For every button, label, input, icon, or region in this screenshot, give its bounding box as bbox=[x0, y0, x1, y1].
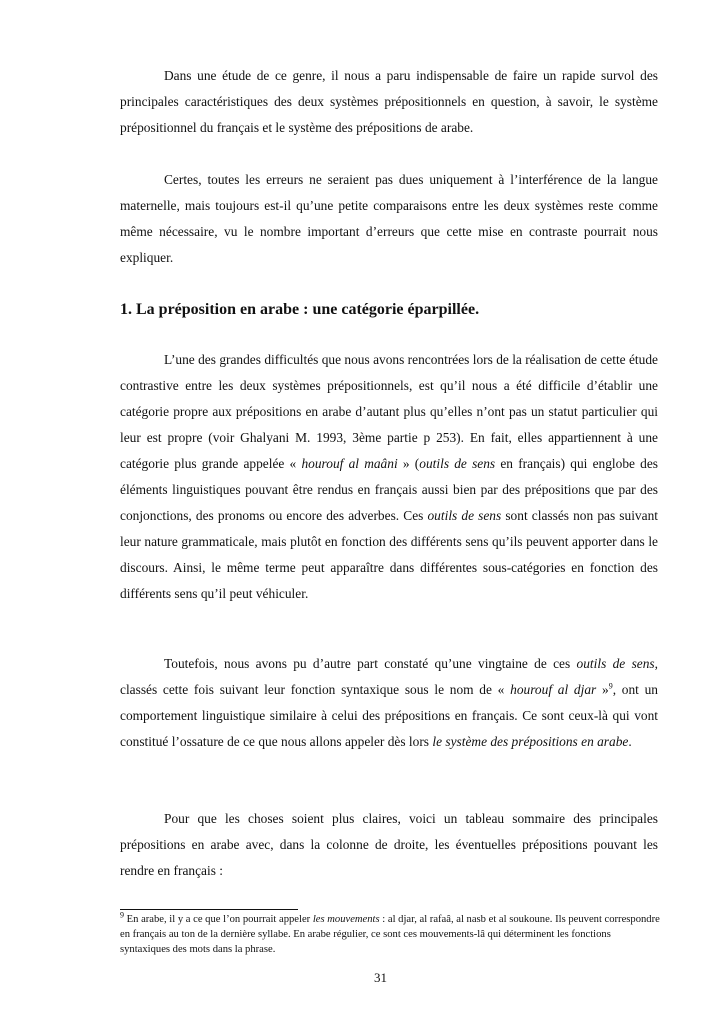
paragraph-hourouf-al-djar bbox=[120, 651, 658, 755]
text-run: , classés cette fois suivant leur fonction syntaxique sous le nom de « bbox=[120, 656, 658, 697]
italic-term: outils de sens bbox=[427, 508, 502, 523]
italic-term: hourouf al djar bbox=[510, 682, 597, 697]
footnote bbox=[120, 912, 660, 957]
section-heading: 1. La préposition en arabe : une catégorie éparpillée. bbox=[120, 301, 480, 318]
footnote-reference: 9 bbox=[608, 681, 613, 691]
italic-term: les mouvements bbox=[312, 914, 380, 925]
text-run: » bbox=[596, 682, 609, 697]
paragraph-category bbox=[120, 347, 658, 607]
footnote-divider bbox=[120, 909, 298, 910]
text-run: . bbox=[628, 734, 632, 749]
text-run: : al djar, al rafaâ, al nasb et al soukoune. Ils peuvent correspondre en français au ton de la dernière syllabe. En arabe régulier, ce sont ces mouvements-lâ qui déterminent les fonctions syntaxiques des mots dans la phrase. bbox=[120, 914, 660, 955]
italic-term: hourouf al maâni bbox=[301, 456, 398, 471]
text-run: Toutefois, nous avons pu d’autre part constaté qu’une vingtaine de ces bbox=[164, 656, 577, 671]
page-number: 31 bbox=[374, 970, 387, 985]
italic-term: outils de sens bbox=[419, 456, 496, 471]
footnote-number: 9 bbox=[120, 910, 124, 920]
paragraph-table-intro: Pour que les choses soient plus claires, voici un tableau sommaire des principales prépositions en arabe avec, dans la colonne de droite, les éventuelles prépositions pouvant les rendre en français : bbox=[120, 811, 658, 878]
text-run: En arabe, il y a ce que l’on pourrait appeler bbox=[124, 914, 313, 925]
text-run: sont classés non pas suivant leur nature grammaticale, mais plutôt en fonction des différents sens qu’ils peuvent apporter dans le discours. Ainsi, le même terme peut apparaître dans différentes sous-catégories en fonction des différents sens qu’il peut véhiculer. bbox=[120, 508, 658, 601]
text-run: L’une des grandes difficultés que nous avons rencontrées lors de la réalisation de cette étude contrastive entre les deux systèmes prépositionnels, est qu’il nous a été difficile d’établir une catégorie propre aux prépositions en arabe d’autant plus qu’elles n’ont pas un statut particulier qui leur est propre (voir Ghalyani M. 1993, 3ème partie p 253). En fait, elles appartiennent à une catégorie plus grande appelée « bbox=[120, 352, 658, 471]
text-run: » ( bbox=[397, 456, 420, 471]
text-run: , ont un comportement linguistique similaire à celui des prépositions en français. Ce sont ceux-là qui vont constitué l’ossature de ce que nous allons appeler dès lors bbox=[120, 682, 659, 749]
paragraph-intro: Dans une étude de ce genre, il nous a paru indispensable de faire un rapide survol des principales caractéristiques des deux systèmes prépositionnels en question, à savoir, le système prépositionnel du français et le système des prépositions de arabe. bbox=[120, 68, 658, 135]
text-run: en français) qui englobe des éléments linguistiques pouvant être rendus en français aussi bien par des prépositions que par des conjonctions, des pronoms ou encore des adverbes. Ces bbox=[120, 456, 659, 523]
paragraph-interference: Certes, toutes les erreurs ne seraient pas dues uniquement à l’interférence de la langue maternelle, mais toujours est-il qu’une petite comparaisons entre les deux systèmes reste comme même nécessaire, vu le nombre important d’erreurs que cette mise en contraste pourrait nous expliquer. bbox=[120, 172, 658, 265]
italic-term: le système des prépositions en arabe bbox=[432, 734, 629, 749]
italic-term: outils de sens bbox=[576, 656, 655, 671]
